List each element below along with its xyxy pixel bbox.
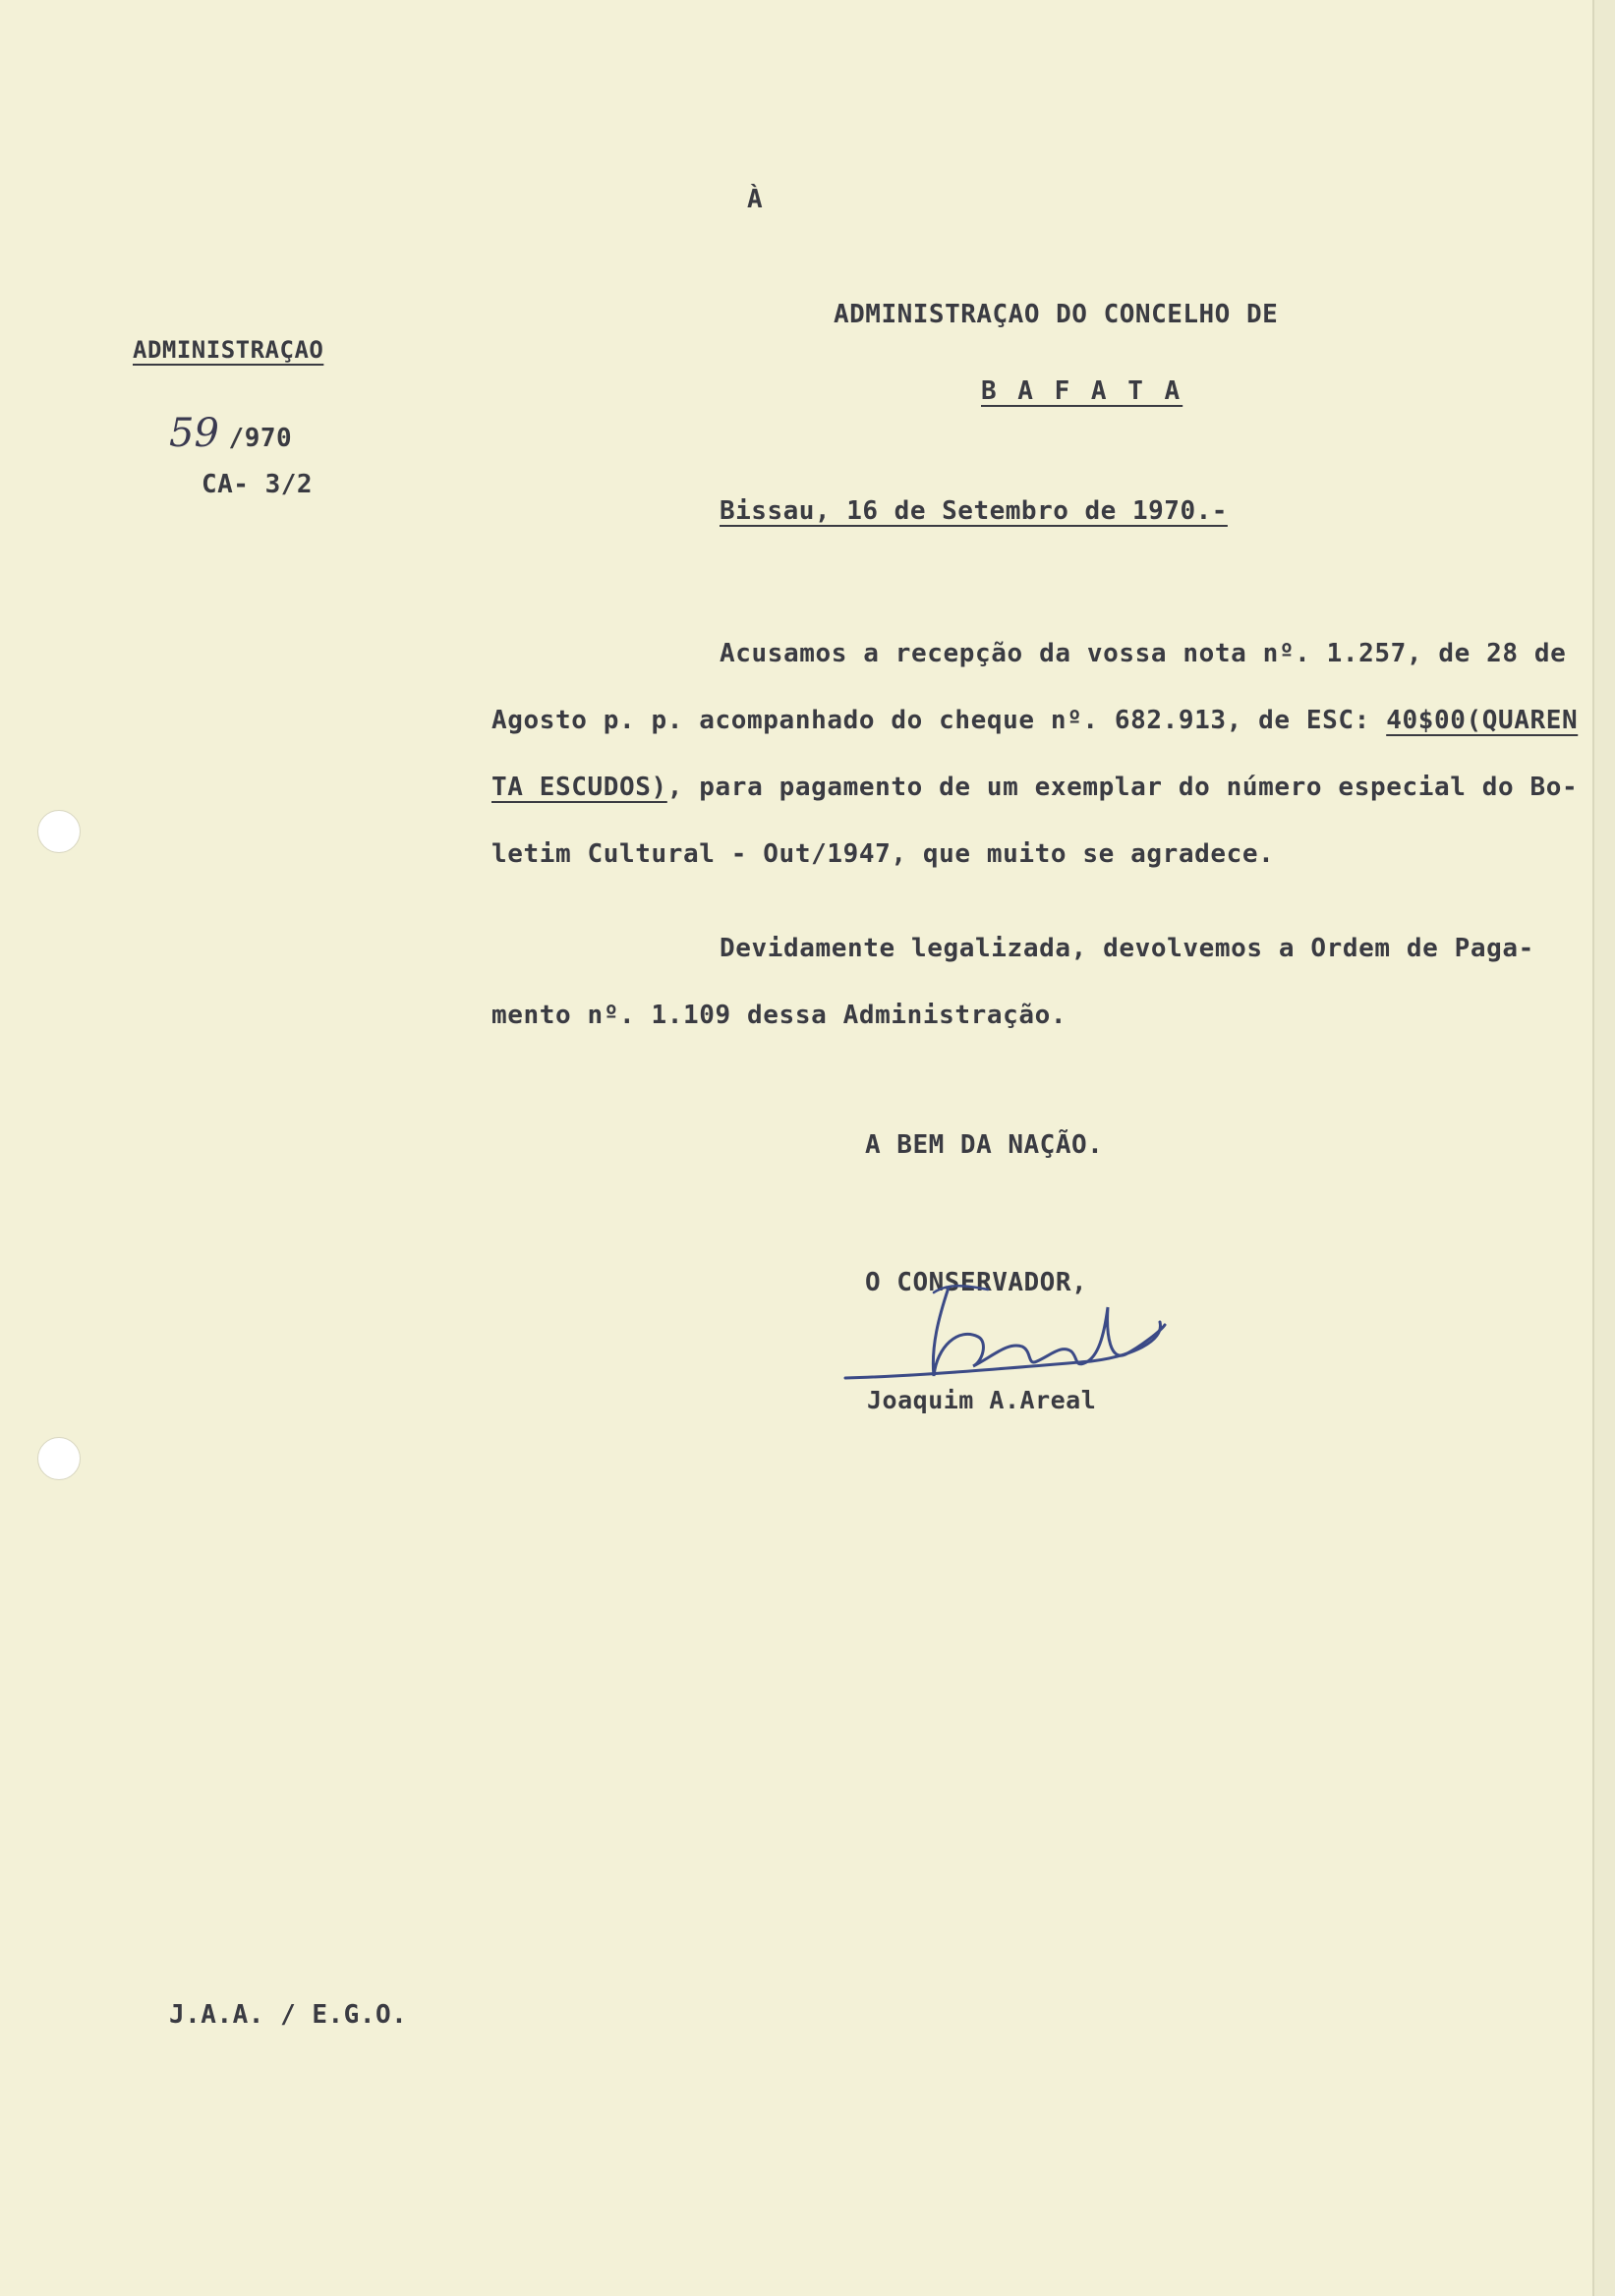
- top-mark: À: [747, 185, 764, 214]
- handwritten-number: 59: [169, 411, 219, 456]
- recipient-line-2: B A F A T A: [981, 376, 1183, 406]
- reference-year: /970: [228, 424, 293, 453]
- signatory-name: Joaquim A.Areal: [867, 1386, 1097, 1414]
- page-edge: [1592, 0, 1615, 2296]
- body-paragraph-2-line-2: mento nº. 1.109 dessa Administração.: [491, 1001, 1067, 1030]
- punch-hole-bottom: [37, 1437, 81, 1480]
- body-paragraph-2-line-1: Devidamente legalizada, devolvemos a Ordem de Paga-: [720, 934, 1534, 963]
- recipient-line-1: ADMINISTRAÇAO DO CONCELHO DE: [834, 300, 1279, 329]
- body-paragraph-1-line-4: letim Cultural - Out/1947, que muito se agradece.: [491, 839, 1275, 869]
- body-paragraph-1-line-3: [491, 773, 1587, 802]
- sender-header: ADMINISTRAÇAO: [133, 336, 324, 364]
- amount-text: 40$00(QUAREN: [1386, 706, 1579, 735]
- reference-code: CA- 3/2: [202, 470, 314, 499]
- letter-date: Bissau, 16 de Setembro de 1970.-: [720, 496, 1228, 526]
- sender-reference: [169, 411, 292, 456]
- punch-hole-top: [37, 810, 81, 853]
- body-paragraph-1-line-2: [491, 706, 1587, 735]
- body-text: Agosto p. p. acompanhado do cheque nº. 682.913, de ESC:: [491, 706, 1387, 735]
- body-paragraph-1-line-1: Acusamos a recepção da vossa nota nº. 1.257, de 28 de: [720, 639, 1567, 668]
- signatory-title: O CONSERVADOR,: [865, 1268, 1088, 1297]
- amount-text-continued: TA ESCUDOS): [491, 773, 667, 802]
- typist-initials: J.A.A. / E.G.O.: [169, 2000, 408, 2030]
- signature: [840, 1268, 1175, 1391]
- body-text: , para pagamento de um exemplar do número especial do Bo-: [666, 773, 1579, 802]
- closing-salutation: A BEM DA NAÇÃO.: [865, 1130, 1104, 1160]
